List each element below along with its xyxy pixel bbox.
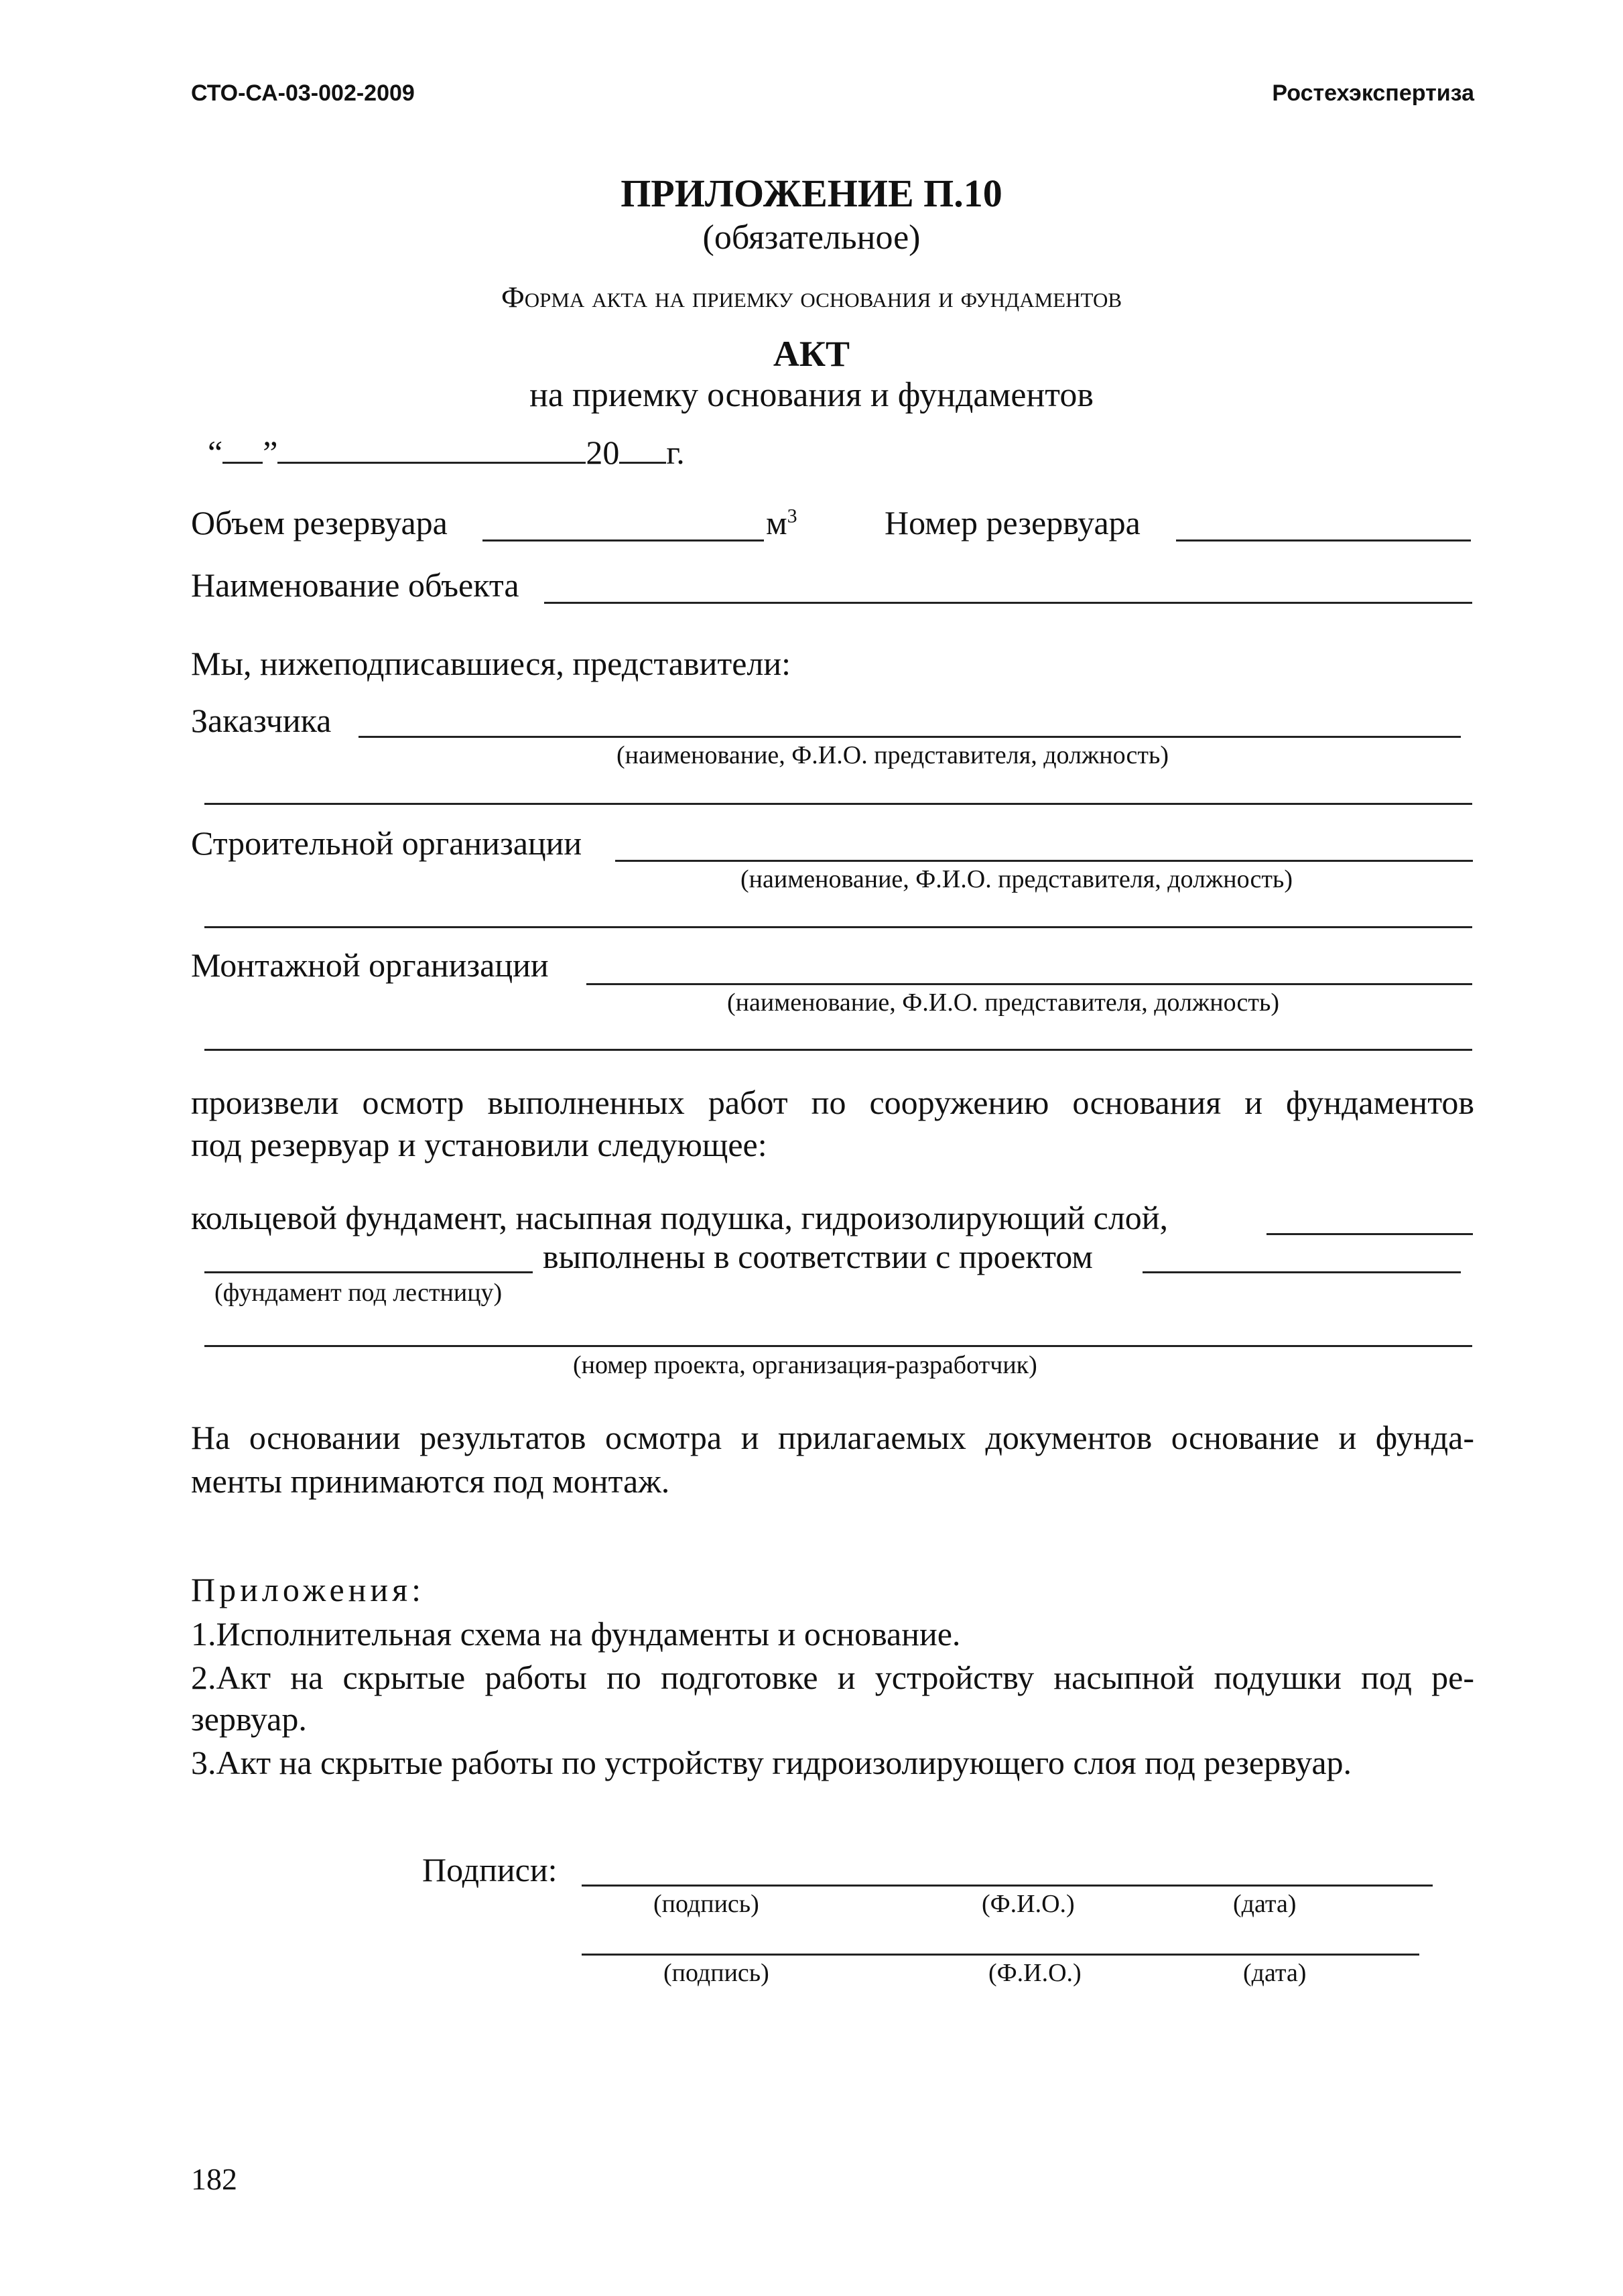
works-blank-1[interactable]	[1267, 1233, 1473, 1235]
intro-text: Мы, нижеподписавшиеся, представители:	[191, 645, 791, 682]
customer-blank[interactable]	[359, 736, 1461, 738]
signature-blank-1[interactable]	[582, 1885, 1433, 1887]
appendix-title: ПРИЛОЖЕНИЕ П.10	[621, 172, 1002, 215]
inspection-line-2: под резервуар и установили следующее:	[191, 1126, 767, 1163]
volume-label: Объем резервуара	[191, 504, 448, 541]
signature-caption-1: (подпись)	[653, 1890, 759, 1918]
inspection-line-1: произвели осмотр выполненных работ по сооружению основания и фундаментов	[191, 1084, 1474, 1121]
date-caption-1: (дата)	[1233, 1890, 1297, 1918]
attachment-item-1: 1.Исполнительная схема на фундаменты и основание.	[191, 1615, 961, 1653]
organization-name: Ростехэкспертиза	[1272, 80, 1474, 106]
form-title: Форма акта на приемку основания и фундаментов	[501, 281, 1122, 314]
act-title: АКТ	[773, 334, 850, 374]
volume-blank[interactable]	[482, 539, 764, 541]
construction-org-caption: (наименование, Ф.И.О. представителя, должность)	[740, 865, 1293, 893]
date-caption-2: (дата)	[1243, 1959, 1307, 1987]
attachment-item-2: 2.Акт на скрытые работы по подготовке и устройству насыпной подушки под ре-	[191, 1659, 1474, 1696]
conclusion-line-1: На основании результатов осмотра и прилагаемых документов основание и фунда-	[191, 1419, 1474, 1456]
signature-caption-2: (подпись)	[663, 1959, 769, 1987]
document-code: СТО-СА-03-002-2009	[191, 80, 415, 106]
date-year-suffix: г.	[666, 434, 685, 471]
date-year-blank[interactable]	[619, 432, 666, 464]
date-close-quote: ”	[263, 434, 278, 471]
appendix-subtitle: (обязательное)	[702, 218, 921, 257]
works-line-1: кольцевой фундамент, насыпная подушка, гидроизолирующий слой,	[191, 1199, 1169, 1236]
project-blank[interactable]	[1143, 1271, 1461, 1273]
construction-org-label: Строительной организации	[191, 824, 582, 862]
attachment-item-3: 3.Акт на скрытые работы по устройству гидроизолирующего слоя под резервуар.	[191, 1744, 1352, 1781]
date-month-blank[interactable]	[277, 432, 586, 464]
object-blank[interactable]	[544, 602, 1472, 604]
fio-caption-2: (Ф.И.О.)	[988, 1959, 1082, 1987]
works-line-2: выполнены в соответствии с проектом	[543, 1238, 1093, 1275]
number-blank[interactable]	[1176, 539, 1471, 541]
object-label: Наименование объекта	[191, 566, 519, 604]
installation-org-label: Монтажной организации	[191, 946, 549, 984]
construction-org-blank-2[interactable]	[204, 926, 1472, 928]
date-line	[208, 432, 685, 469]
construction-org-blank[interactable]	[615, 860, 1473, 862]
project-number-blank[interactable]	[204, 1345, 1472, 1347]
installation-org-caption: (наименование, Ф.И.О. представителя, должность)	[727, 988, 1280, 1017]
number-label: Номер резервуара	[885, 504, 1141, 541]
page-number: 182	[191, 2162, 237, 2196]
conclusion-line-2: менты принимаются под монтаж.	[191, 1462, 670, 1500]
stairs-foundation-blank[interactable]	[204, 1271, 533, 1273]
customer-blank-2[interactable]	[204, 803, 1472, 805]
installation-org-blank-2[interactable]	[204, 1049, 1472, 1051]
stairs-caption: (фундамент под лестницу)	[214, 1279, 503, 1307]
date-day-blank[interactable]	[222, 432, 263, 464]
date-year-prefix: 20	[586, 434, 620, 471]
customer-label: Заказчика	[191, 702, 332, 739]
volume-unit: $м^3$	[766, 504, 797, 541]
attachments-heading: Приложения:	[191, 1571, 426, 1608]
customer-caption: (наименование, Ф.И.О. представителя, должность)	[616, 741, 1169, 769]
installation-org-blank[interactable]	[586, 983, 1472, 985]
fio-caption-1: (Ф.И.О.)	[982, 1890, 1075, 1918]
act-subtitle: на приемку основания и фундаментов	[529, 376, 1094, 414]
date-open-quote: “	[208, 434, 223, 471]
project-caption: (номер проекта, организация-разработчик)	[573, 1351, 1037, 1379]
signature-blank-2[interactable]	[582, 1954, 1419, 1956]
signatures-label: Подписи:	[422, 1851, 558, 1889]
attachment-item-2-cont: зервуар.	[191, 1700, 307, 1738]
